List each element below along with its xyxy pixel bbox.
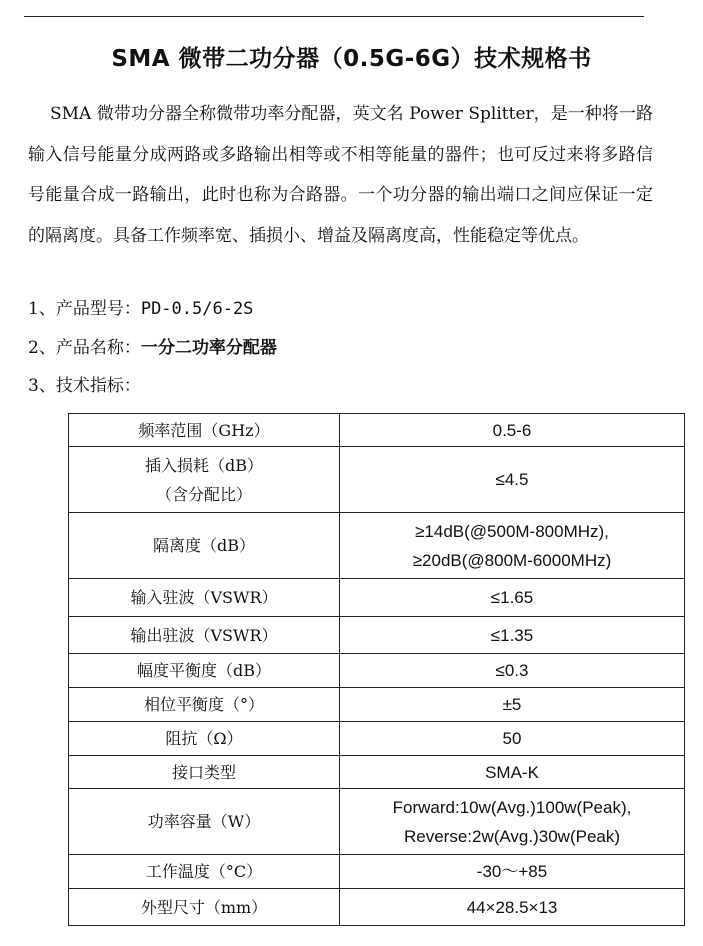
- spec-parameter-cell: [69, 414, 340, 447]
- spec-value-line: 0.5-6: [492, 420, 532, 440]
- spec-value-cell: [340, 688, 685, 722]
- spec-parameter-line: 频率范围（GHz）: [138, 420, 270, 440]
- spec-value-line: SMA-K: [485, 762, 539, 782]
- spec-value-cell: [340, 889, 685, 926]
- spec-parameter-line: 工作温度（°C）: [145, 862, 263, 881]
- spec-value-line: -30～+85: [476, 862, 548, 881]
- spec-value-line: ≤0.3: [495, 661, 529, 680]
- spec-parameter-line: 功率容量（W）: [147, 812, 261, 831]
- spec-parameter-cell: [69, 722, 340, 756]
- table-row: [69, 722, 685, 756]
- table-row: [69, 654, 685, 688]
- spec-value-cell: [340, 447, 685, 513]
- item-model: [28, 297, 253, 321]
- table-row: [69, 789, 685, 855]
- spec-value-line: 44×28.5×13: [466, 897, 558, 917]
- spec-value-cell: [340, 789, 685, 855]
- spec-label: 3、技术指标：: [28, 376, 141, 396]
- table-row: [69, 617, 685, 654]
- spec-value-cell: [340, 855, 685, 889]
- spec-parameter-line: 输出驻波（VSWR）: [130, 625, 278, 645]
- document-title: SMA 微带二功分器（0.5G-6G）技术规格书: [111, 46, 592, 72]
- spec-parameter-cell: [69, 855, 340, 889]
- spec-value-cell: [340, 654, 685, 688]
- table-row: [69, 889, 685, 926]
- spec-parameter-cell: [69, 789, 340, 855]
- model-label: 1、产品型号：: [28, 299, 141, 319]
- model-value: PD-0.5/6-2S: [140, 299, 254, 319]
- spec-parameter-cell: [69, 617, 340, 654]
- spec-value-cell: [340, 756, 685, 789]
- spec-value-cell: [340, 617, 685, 654]
- spec-parameter-line: 插入损耗（dB）: [144, 455, 263, 475]
- name-value: 一分二功率分配器: [140, 338, 277, 358]
- spec-value-cell: [340, 414, 685, 447]
- spec-value-line: ≥14dB(@500M-800MHz),: [415, 521, 609, 541]
- spec-value-cell: [340, 513, 685, 579]
- top-rule: [24, 16, 644, 17]
- table-row: [69, 688, 685, 722]
- spec-parameter-cell: [69, 447, 340, 513]
- spec-value-line: ±5: [502, 695, 522, 714]
- name-label: 2、产品名称：: [28, 338, 141, 358]
- item-name: [28, 336, 277, 360]
- spec-parameter-cell: [69, 889, 340, 926]
- spec-value-line: ≤4.5: [495, 470, 529, 489]
- table-row: [69, 513, 685, 579]
- table-row: [69, 447, 685, 513]
- spec-table-body: [69, 414, 685, 926]
- spec-parameter-cell: [69, 654, 340, 688]
- spec-parameter-line: （含分配比）: [155, 484, 252, 504]
- spec-value-line: 50: [502, 729, 522, 748]
- table-row: [69, 855, 685, 889]
- table-row: [69, 756, 685, 789]
- intro-paragraph: SMA 微带功分器全称微带功率分配器，英文名 Power Splitter，是一种将一路输入信号能量分成两路或多路输出相等或不相等能量的器件；也可反过来将多路信号能量合成一路输出，此时也称为合路器。一个功分器的输出端口之间应保证一定的隔离度。具备工作频率宽、插损小、增益及隔离度高，性能稳定等优点。: [28, 104, 653, 246]
- spec-parameter-line: 阻抗（Ω）: [165, 729, 243, 748]
- spec-value-line: Reverse:2w(Avg.)30w(Peak): [403, 826, 621, 846]
- spec-table: [68, 413, 685, 926]
- spec-parameter-line: 幅度平衡度（dB）: [136, 661, 271, 680]
- spec-parameter-cell: [69, 688, 340, 722]
- item-spec: [28, 374, 141, 398]
- spec-parameter-line: 相位平衡度（°）: [143, 695, 264, 714]
- spec-value-line: Forward:10w(Avg.)100w(Peak),: [392, 797, 632, 817]
- spec-value-cell: [340, 722, 685, 756]
- spec-parameter-line: 隔离度（dB）: [152, 536, 255, 555]
- spec-parameter-cell: [69, 756, 340, 789]
- spec-parameter-line: 输入驻波（VSWR）: [130, 588, 278, 607]
- spec-parameter-line: 外型尺寸（mm）: [140, 897, 268, 917]
- spec-value-cell: [340, 579, 685, 617]
- spec-parameter-cell: [69, 579, 340, 617]
- spec-value-line: ≤1.65: [490, 588, 534, 607]
- table-row: [69, 414, 685, 447]
- table-row: [69, 579, 685, 617]
- spec-parameter-cell: [69, 513, 340, 579]
- spec-value-line: ≥20dB(@800M-6000MHz): [412, 550, 612, 570]
- spec-value-line: ≤1.35: [490, 625, 534, 645]
- spec-parameter-line: 接口类型: [171, 762, 236, 782]
